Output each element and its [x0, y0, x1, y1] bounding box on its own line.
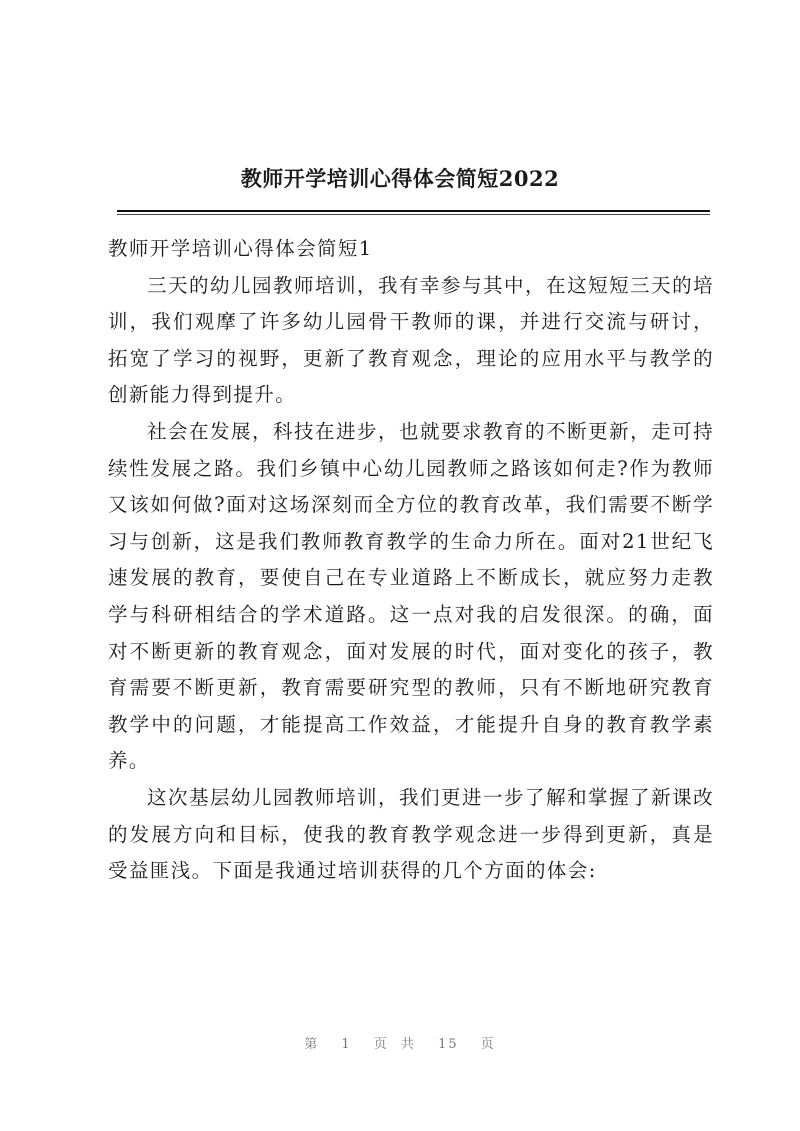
title-divider-thin [117, 214, 710, 215]
page-footer [0, 1033, 800, 1052]
document-title: 教师开学培训心得体会简短2022 [240, 166, 560, 191]
paragraph-3: 这次基层幼儿园教师培训，我们更进一步了解和掌握了新课改的发展方向和目标，使我的教育教学观念进一步得到更新，真是受益匪浅。下面是我通过培训获得的几个方面的体会: [108, 785, 714, 883]
footer-total-pages: 15 [438, 1037, 459, 1052]
footer-suffix: 页 [480, 1037, 496, 1052]
section-heading: 教师开学培训心得体会简短1 [108, 237, 373, 260]
footer-page-number: 1 [341, 1037, 352, 1052]
footer-prefix: 第 [304, 1037, 320, 1052]
title-divider-thick [117, 210, 710, 212]
paragraph-1: 三天的幼儿园教师培训，我有幸参与其中，在这短短三天的培训，我们观摩了许多幼儿园骨干教师的课，并进行交流与研讨，拓宽了学习的视野，更新了教育观念，理论的应用水平与教学的创新能力得到提升。 [108, 273, 714, 407]
paragraph-2: 社会在发展，科技在进步，也就要求教育的不断更新，走可持续性发展之路。我们乡镇中心幼儿园教师之路该如何走?作为教师又该如何做?面对这场深刻而全方位的教育改革，我们需要不断学习与创新，这是我们教师教育教学的生命力所在。面对21世纪飞速发展的教育，要使自己在专业道路上不断成长，就应努力走教学与科研相结合的学术道路。这一点对我的启发很深。的确，面对不断更新的教育观念，面对发展的时代，面对变化的孩子，教育需要不断更新，教育需要研究型的教师，只有不断地研究教育教学中的问题，才能提高工作效益，才能提升自身的教育教学素养。 [108, 419, 714, 773]
footer-middle: 页 共 [373, 1037, 416, 1052]
document-body [108, 231, 714, 890]
